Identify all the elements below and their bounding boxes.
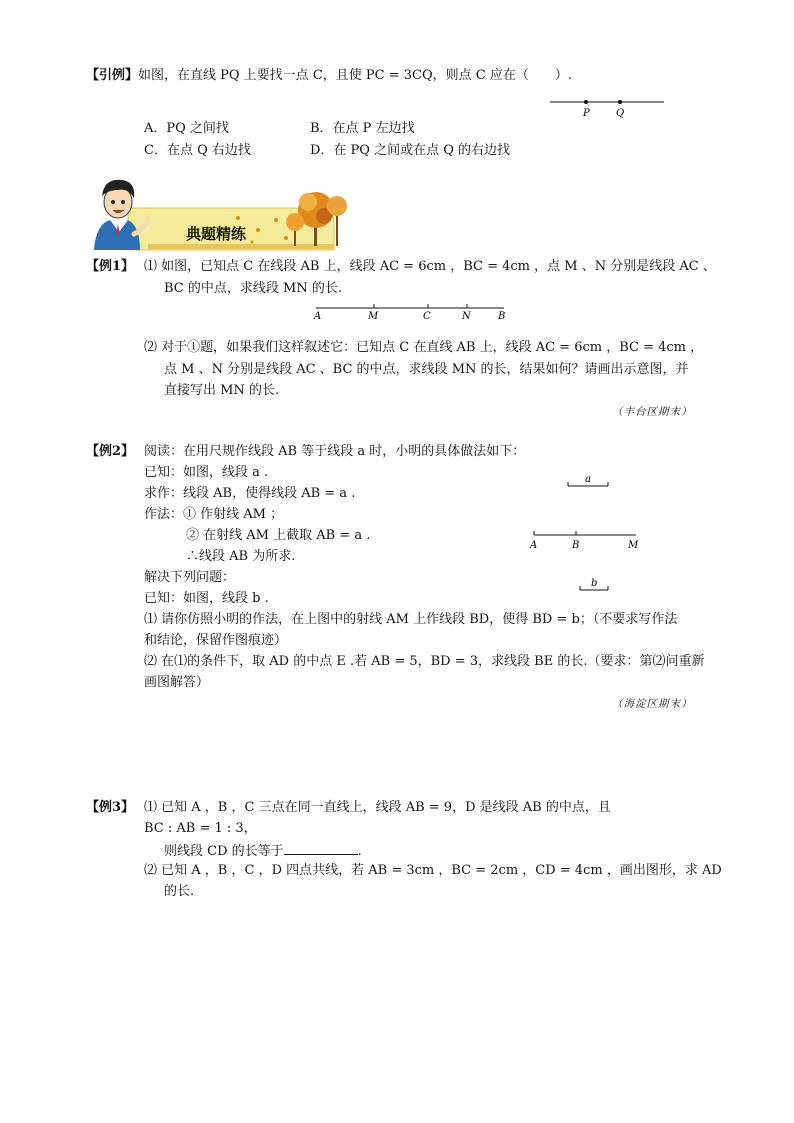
intro-question xyxy=(86,68,572,84)
ex2-ray-figure xyxy=(528,530,648,552)
section-banner xyxy=(88,172,350,252)
ray-label-b: B xyxy=(572,540,580,551)
ex3-p1-num: ⑴ xyxy=(144,800,158,815)
ex2-line7: 解决下列问题： xyxy=(144,570,236,585)
ex1-p1-line2: BC 的中点，求线段 MN 的长. xyxy=(164,281,342,296)
ex1-p2-line1: ⑵ 对于①题，如果我们这样叙述它：已知点 C 在直线 AB 上，线段 AC = 6cm ，BC = 4cm ， xyxy=(144,340,704,355)
ex2-q1-line2: 和结论，保留作图痕迹） xyxy=(144,633,288,648)
point-q-dot xyxy=(618,100,622,104)
ex2-q2-line2: 画图解答） xyxy=(144,675,210,690)
ex1-figure xyxy=(312,302,512,326)
ex3-tag: 【例3】 xyxy=(86,800,135,815)
ex2-line5: ② 在射线 AM 上截取 AB = a . xyxy=(186,528,371,543)
ex2-line2: 已知：如图，线段 a . xyxy=(144,465,269,480)
ex2-source: （海淀区期末） xyxy=(612,698,693,710)
fig1-label-m: M xyxy=(368,311,379,322)
point-p-label: P xyxy=(583,108,590,119)
ex2-line4: 作法：① 作射线 AM ； xyxy=(144,507,284,522)
ex1-p2-line2: 点 M 、N 分别是线段 AC 、BC 的中点，求线段 MN 的长，结果如何？请画出示意图，并 xyxy=(164,362,689,377)
banner-title: 典题精练 xyxy=(186,225,247,243)
ex1-p1-line1: ⑴ 如图，已知点 C 在线段 AB 上，线段 AC = 6cm ，BC = 4cm ，点 M 、N 分别是线段 AC 、 xyxy=(144,259,716,274)
ex2-q1-line1: ⑴ 请你仿照小明的作法，在上图中的射线 AM 上作线段 BD，使得 BD = b；（不要求写作法 xyxy=(144,612,678,627)
fig1-label-a: A xyxy=(314,311,322,322)
ex2-line3: 求作：线段 AB，使得线段 AB = a . xyxy=(144,486,356,501)
ex2-segment-a xyxy=(566,472,612,490)
option-a: A．PQ 之间找 xyxy=(144,121,229,136)
ex3-p2-num: ⑵ xyxy=(144,863,158,878)
ex1-source: （丰台区期末） xyxy=(612,406,693,418)
option-d: D．在 PQ 之间或在点 Q 的右边找 xyxy=(310,143,511,158)
ex2-line6: ∴线段 AB 为所求. xyxy=(186,549,296,564)
ex1-p2-num: ⑵ xyxy=(144,340,158,355)
ex2-segment-b xyxy=(578,576,612,594)
ex2-tag: 【例2】 xyxy=(86,444,135,459)
ex2-q2-num: ⑵ xyxy=(144,654,158,669)
ex2-q2-line1: ⑵ 在⑴的条件下，取 AD 的中点 E .若 AB = 5，BD = 3，求线段 BE 的长.（要求：第⑵问重新 xyxy=(144,654,705,669)
ex2-q1-num: ⑴ xyxy=(144,612,158,627)
fig1-label-n: N xyxy=(462,311,471,322)
segment-a-label: a xyxy=(585,474,591,485)
ray-label-m: M xyxy=(628,540,639,551)
fig1-label-c: C xyxy=(423,311,431,322)
ex1-p2-line3: 直接写出 MN 的长. xyxy=(164,383,280,398)
ex1-tag: 【例1】 xyxy=(86,259,135,274)
intro-question-text: 如图，在直线 PQ 上要找一点 C，且使 PC = 3CQ，则点 C 应在（ ）. xyxy=(138,68,572,83)
fig1-label-b: B xyxy=(498,311,506,322)
segment-b-label: b xyxy=(591,578,598,589)
point-p-dot xyxy=(584,100,588,104)
point-q-label: Q xyxy=(616,108,625,119)
option-b: B．在点 P 左边找 xyxy=(310,121,415,136)
ray-label-a: A xyxy=(530,540,538,551)
option-c: C．在点 Q 右边找 xyxy=(144,143,251,158)
ex2-line1: 阅读：在用尺规作线段 AB 等于线段 a 时，小明的具体做法如下： xyxy=(144,444,526,459)
intro-tag: 【引例】 xyxy=(86,68,139,83)
ex3-p1-line3: 则线段 CD 的长等于 . xyxy=(164,844,362,859)
ex3-p1-line1: ⑴ 已知 A ，B ，C 三点在同一直线上，线段 AB = 9，D 是线段 AB 的中点，且 xyxy=(144,800,611,815)
intro-figure xyxy=(548,94,668,120)
answer-blank[interactable] xyxy=(284,842,358,855)
ex3-p2-line2: 的长. xyxy=(164,884,195,899)
ex3-p1-line2: BC : AB = 1 : 3， xyxy=(144,821,257,836)
ex3-p2-line1: ⑵ 已知 A ，B ，C ，D 四点共线，若 AB = 3cm ，BC = 2cm ，CD = 4cm ，画出图形，求 AD xyxy=(144,863,722,878)
ex1-p1-num: ⑴ xyxy=(144,259,158,274)
ex2-line8: 已知：如图，线段 b . xyxy=(144,591,269,606)
autumn-tree-icon xyxy=(286,192,347,246)
